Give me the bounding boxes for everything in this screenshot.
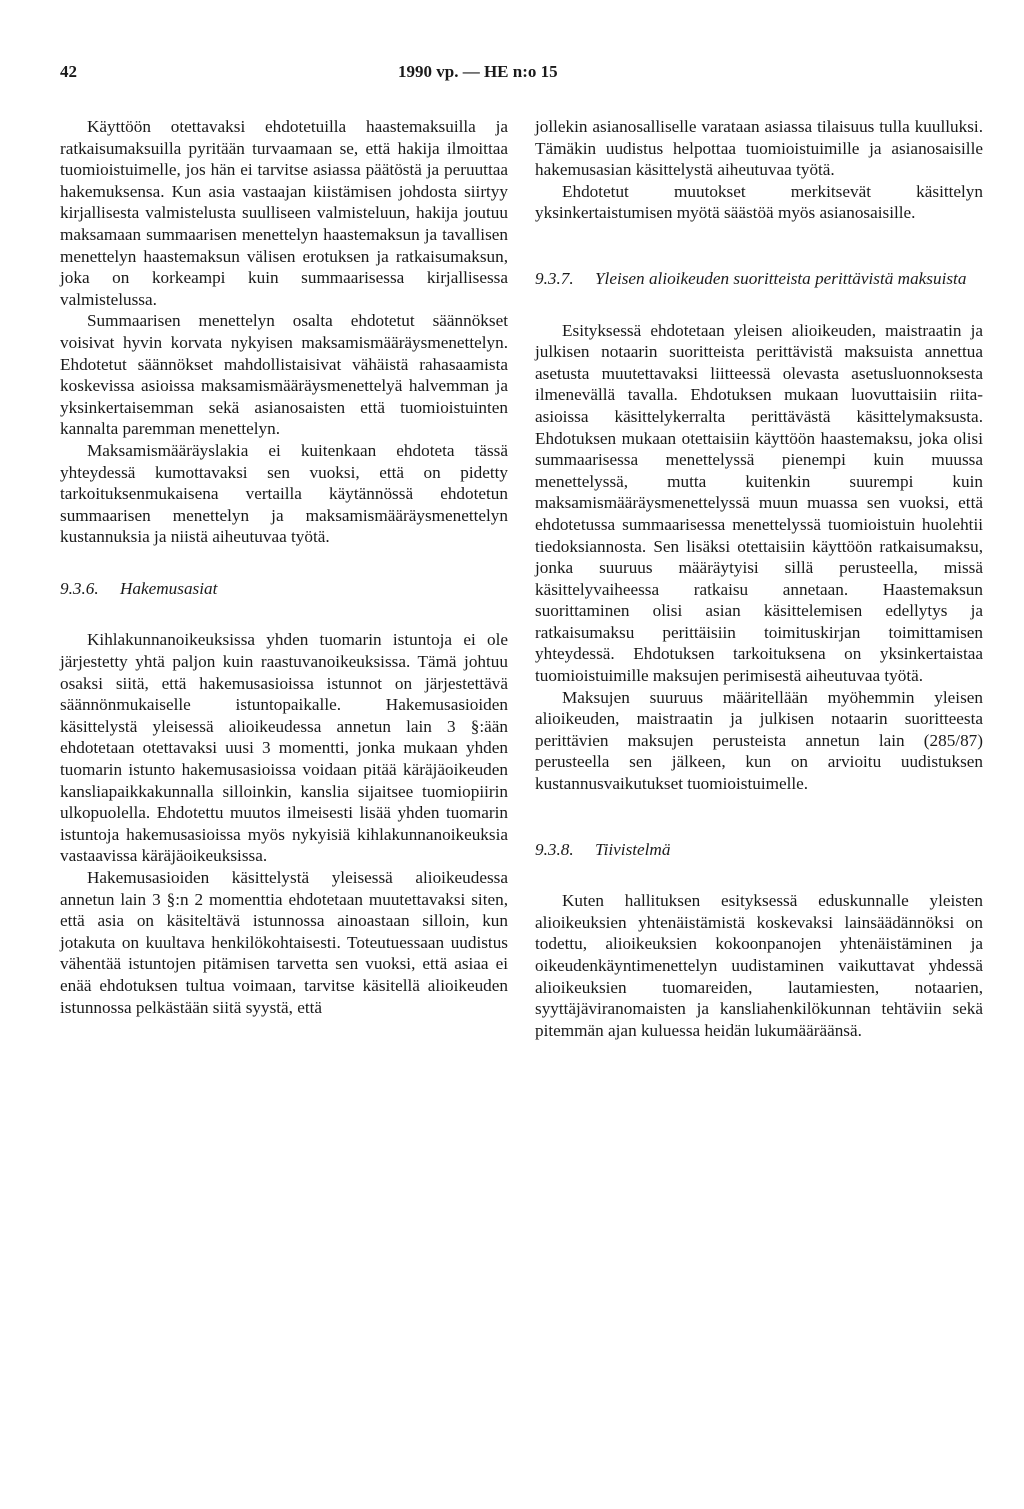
page-number: 42 (60, 62, 77, 81)
left-column (60, 116, 508, 1018)
paragraph: Maksamismääräyslakia ei kuitenkaan ehdoteta tässä yhteydessä kumottavaksi sen vuoksi, että on pidetty tarkoituksenmukaisena vertailla käytännössä ehdotetun summaarisen menettelyn ja maksamismääräysmenettelyn kustannuksia ja niistä aiheutuvaa työtä. (60, 440, 508, 547)
paragraph: Summaarisen menettelyn osalta ehdotetut säännökset voisivat hyvin korvata nykyisen maksamismääräysmenettelyn. Ehdotetut säännökset mahdollistaisivat vähäistä rahasaamista koskevissa asioissa maksamismääräysmenettelyä halvemman ja yksinkertaisemman sekä asianosaisten että tuomioistuinten kannalta paremman menettelyn. (60, 311, 508, 439)
paragraph: Hakemusasioiden käsittelystä yleisessä alioikeudessa annetun lain 3 §:n 2 momenttia ehdotetaan muutettavaksi siten, että asia on käsiteltävä istunnossa ainoastaan silloin, kun jotakuta on kuultava henkilökohtaisesti. Toteutuessaan uudistus vähentää istuntojen pitämisen tarvetta sen vuoksi, että asiaa ei enää ehdotuksen tultua voimaan, tarvitse käsitellä alioikeuden istunnossa pelkästään siitä syystä, että (60, 868, 508, 1017)
section-title: Yleisen alioikeuden suoritteista perittävistä maksuista (595, 268, 967, 288)
paragraph: Käyttöön otettavaksi ehdotetuilla haastemaksuilla ja ratkaisumaksuilla pyritään turvaamaan se, että hakija ilmoittaa tuomioistuimelle, jos hän ei tarvitse asiassa päätöstä ja peruuttaa hakemuksensa. Kun asia vastaajan kiistämisen johdosta siirtyy kirjallisesta valmistelusta suulliseen valmisteluun, hakija joutuu maksamaan summaarisen menettelyn haastemaksun ja tavallisen menettelyn haastemaksun välisen erotuksen ja ratkaisumaksun, joka on korkeampi kuin summaarisessa kirjallisessa valmistelussa. (60, 117, 508, 309)
paragraph: Esityksessä ehdotetaan yleisen alioikeuden, maistraatin ja julkisen notaarin suoritteista perittävistä maksuista annettua asetusta muutettavaksi liitteessä olevasta asetusluonnoksesta ilmenevällä tavalla. Ehdotuksen mukaan luovuttaisiin riita-asioissa käsittelykerralta perittävästä käsittelymaksusta. Ehdotuksen mukaan otettaisiin käyttöön haastemaksu, joka olisi summaarisessa menettelyssä pienempi kuin muussa menettelyssä, mutta kuitenkin suurempi kuin maksamismääräysmenettelyssä muun muassa sen vuoksi, että ehdotetussa summaarisessa menettelyssä tuomioistuin huolehtii tiedoksiannosta. Sen lisäksi otettaisiin käyttöön ratkaisumaksu, jonka suuruus määräytyisi sillä perusteella, missä käsittelyvaiheessa ratkaisu annetaan. Haastemaksun suorittaminen olisi asian käsittelemisen edellytys ja ratkaisumaksu perittäisiin toimituskirjan toimittamisen yhteydessä. Ehdotuksen tarkoituksena on yksinkertaistaa tuomioistuimille maksujen perimisestä aiheutuvaa työtä. (535, 320, 983, 686)
paragraph: Ehdotetut muutokset merkitsevät käsittelyn yksinkertaistumisen myötä säästöä myös asianosaisille. (535, 181, 983, 223)
section-heading-938 (535, 839, 983, 861)
section-heading-937 (535, 268, 983, 290)
section-number: 9.3.8. (535, 839, 574, 859)
right-column (535, 116, 983, 1041)
section-heading-936 (60, 578, 508, 600)
section-number: 9.3.7. (535, 268, 574, 288)
section-number: 9.3.6. (60, 578, 99, 598)
paragraph: Kuten hallituksen esityksessä eduskunnalle yleisten alioikeuksien yhtenäistämistä koskevaksi lainsäädännöksi on todettu, alioikeuksien kokoonpanojen yhtenäistäminen ja oikeudenkäyntimenettelyn uudistaminen vaikuttavat yhdessä alioikeuksien tuomareiden, lautamiesten, notaarien, syyttäjäviranomaisten ja kansliahenkilökunnan tehtäviin sekä pitemmän ajan kuluessa heidän lukumääräänsä. (535, 891, 983, 1040)
section-title: Tiivistelmä (595, 839, 671, 859)
running-title: 1990 vp. — HE n:o 15 (398, 62, 558, 81)
paragraph: Maksujen suuruus määritellään myöhemmin yleisen alioikeuden, maistraatin ja julkisen notaarin suoritteesta perittävien maksujen perusteista annetun lain (285/87) perusteella sen jälkeen, kun on arvioitu uudistuksen kustannusvaikutukset tuomioistuimelle. (535, 687, 983, 794)
paragraph: Kihlakunnanoikeuksissa yhden tuomarin istuntoja ei ole järjestetty yhtä paljon kuin raastuvanoikeuksissa. Tämä johtuu osaksi siitä, että hakemusasioissa istunnot on järjestettävä säännönmukaiselle istuntopaikalle. Hakemusasioiden käsittelystä yleisessä alioikeudessa annetun lain 3 §:ään ehdotetaan otettavaksi uusi 3 momentti, jonka mukaan yhden tuomarin istunto hakemusasioissa voidaan pitää käräjäoikeuden kansliapaikkakunnalla silloinkin, kanslia sijaitsee tuomiopiirin ulkopuolella. Ehdotettu muutos ilmeisesti lisää yhden tuomarin istuntoja hakemusasioissa myös nykyisiä kihlakunnanoikeuksia vastaavissa käräjäoikeuksissa. (60, 630, 508, 866)
section-title: Hakemusasiat (120, 578, 218, 598)
paragraph: jollekin asianosalliselle varataan asiassa tilaisuus tulla kuulluksi. Tämäkin uudistus helpottaa tuomioistuimille ja asianosaisille hakemusasian käsittelystä aiheutuvaa työtä. (535, 117, 983, 180)
